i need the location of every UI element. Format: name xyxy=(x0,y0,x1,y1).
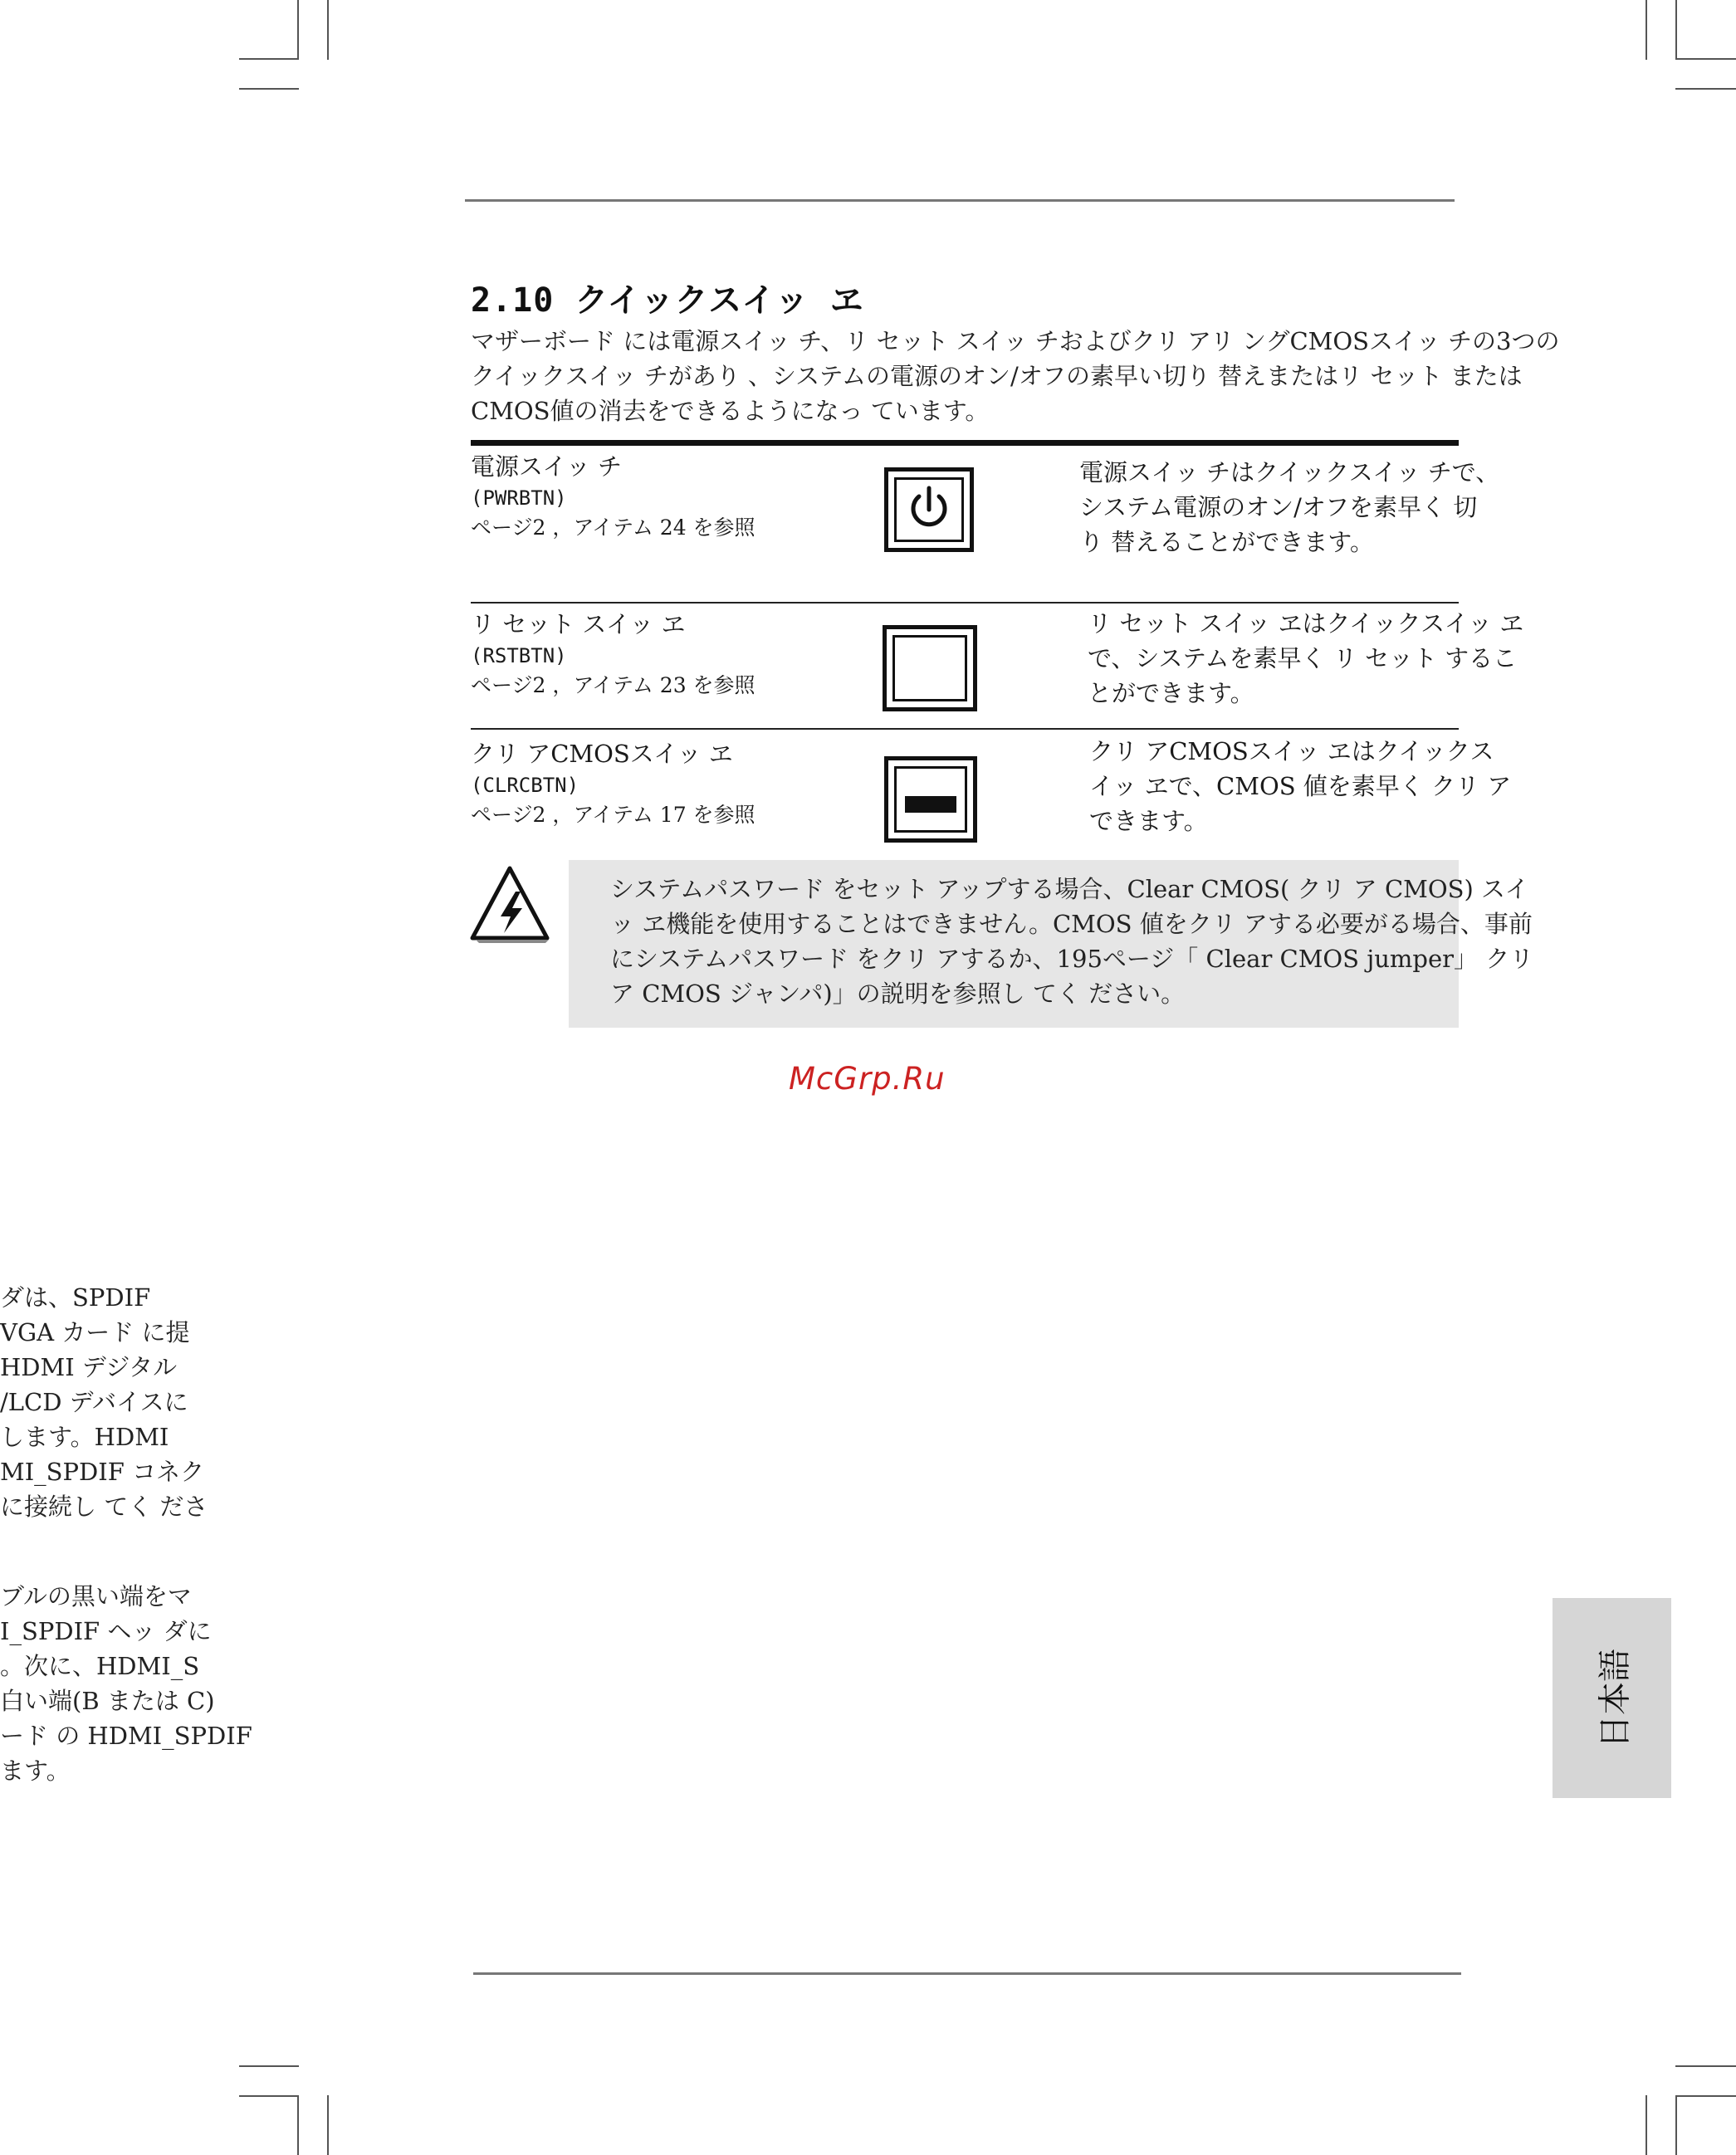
switch-row-clear-cmos xyxy=(471,737,756,830)
switch-reference: ページ2 ，アイテム 23 を参照 xyxy=(471,673,756,697)
description-line: り 替えることができます。 xyxy=(1079,528,1374,556)
crop-mark xyxy=(1675,2095,1736,2097)
reset-icon xyxy=(883,625,977,711)
cut-off-line: ード の HDMI_SPDIF xyxy=(0,1722,252,1750)
description-line: イッ ヱで、CMOS 値を素早く クリ ア xyxy=(1089,772,1512,800)
cut-off-line: HDMI デジタル xyxy=(0,1353,178,1381)
crop-mark xyxy=(1675,88,1736,90)
switch-row-power xyxy=(471,450,756,543)
cut-off-line: ます。 xyxy=(0,1757,71,1785)
crop-mark xyxy=(239,2095,299,2097)
switch-row-reset xyxy=(471,608,756,701)
intro-paragraph xyxy=(471,324,1560,428)
cut-off-line: 。次に、HDMI_S xyxy=(0,1652,200,1680)
description-line: で、システムを素早く リ セット するこ xyxy=(1088,644,1518,672)
footer-rule xyxy=(473,1972,1461,1975)
warning-note xyxy=(569,860,1534,1028)
switch-reference: ページ2 ，アイテム 17 を参照 xyxy=(471,803,756,827)
cut-off-line: I_SPDIF ヘッ ダに xyxy=(0,1617,212,1645)
section-title: 2.10 クイックスイッ ヱ xyxy=(471,281,864,320)
cut-off-line: します。HDMI xyxy=(0,1423,169,1451)
intro-line: マザーボード には電源スイッ チ、リ セット スイッ チおよびクリ アリ ングCMOSスイッ チの3つの xyxy=(471,327,1560,355)
intro-line: クイックスイッ チがあり 、システムの電源のオン/オフの素早い切り 替えまたはリ セット または xyxy=(471,362,1523,390)
warning-line: システムパスワード をセット アップする場合、Clear CMOS( クリ ア CMOS) スイ xyxy=(610,875,1529,903)
crop-mark xyxy=(239,58,299,60)
clear-cmos-icon xyxy=(884,756,977,843)
crop-mark xyxy=(1675,2095,1677,2155)
warning-line: ア CMOS ジャンパ)」の説明を参照し てく ださい。 xyxy=(610,980,1186,1008)
cut-off-line: /LCD デバイスに xyxy=(0,1388,188,1416)
switch-name: クリ アCMOSスイッ ヱ xyxy=(471,740,733,768)
switch-name: 電源スイッ チ xyxy=(471,452,623,481)
description-line: システム電源のオン/オフを素早く 切 xyxy=(1079,493,1478,521)
crop-mark xyxy=(297,0,299,60)
switch-description xyxy=(1079,455,1499,560)
switch-reference: ページ2 ，アイテム 24 を参照 xyxy=(471,516,756,540)
cut-off-line: MI_SPDIF コネク xyxy=(0,1458,205,1486)
switch-name: リ セット スイッ ヱ xyxy=(471,610,686,638)
description-line: とができます。 xyxy=(1088,679,1254,707)
crop-mark xyxy=(327,2095,329,2155)
crop-mark xyxy=(1646,2095,1647,2155)
switch-description xyxy=(1088,606,1523,711)
table-top-rule xyxy=(471,440,1459,446)
crop-mark xyxy=(1646,0,1647,60)
crop-mark xyxy=(1675,2065,1736,2067)
high-voltage-warning-icon xyxy=(467,863,552,945)
watermark: McGrp.Ru xyxy=(789,1061,946,1097)
crop-mark xyxy=(327,0,329,60)
crop-mark xyxy=(1675,0,1677,60)
switch-description xyxy=(1089,734,1511,838)
power-icon xyxy=(884,467,974,552)
header-rule xyxy=(465,199,1455,202)
cut-off-line: VGA カード に提 xyxy=(0,1318,190,1346)
description-line: リ セット スイッ ヱはクイックスイッ ヱ xyxy=(1088,609,1524,638)
description-line: できます。 xyxy=(1089,807,1208,835)
language-tab-label: 日本語 xyxy=(1596,1648,1634,1748)
crop-mark xyxy=(239,88,299,90)
crop-mark xyxy=(239,2065,299,2067)
intro-line: CMOS値の消去をできるようになっ ています。 xyxy=(471,397,990,425)
switch-code: (PWRBTN) xyxy=(471,486,567,510)
cut-off-line: ブルの黒い端をマ xyxy=(0,1582,192,1610)
crop-mark xyxy=(297,2095,299,2155)
cut-off-line: 白い端(B または C) xyxy=(0,1687,215,1715)
switch-code: (CLRCBTN) xyxy=(471,774,579,797)
warning-line: ッ ヱ機能を使用することはできません。CMOS 値をクリ アする必要がる場合、事前 xyxy=(610,910,1533,938)
cut-off-line: ダは、SPDIF xyxy=(0,1283,151,1312)
row-divider xyxy=(471,602,1459,603)
cut-off-line: に接続し てく ださ xyxy=(0,1493,208,1521)
row-divider xyxy=(471,728,1459,730)
language-tab xyxy=(1553,1598,1671,1798)
description-line: クリ アCMOSスイッ ヱはクイックス xyxy=(1089,737,1494,765)
warning-line: にシステムパスワード をクリ アするか、195ページ「 Clear CMOS jumper」 クリ xyxy=(610,945,1534,973)
crop-mark xyxy=(1675,58,1736,60)
switch-code: (RSTBTN) xyxy=(471,644,567,667)
description-line: 電源スイッ チはクイックスイッ チで、 xyxy=(1079,458,1500,486)
